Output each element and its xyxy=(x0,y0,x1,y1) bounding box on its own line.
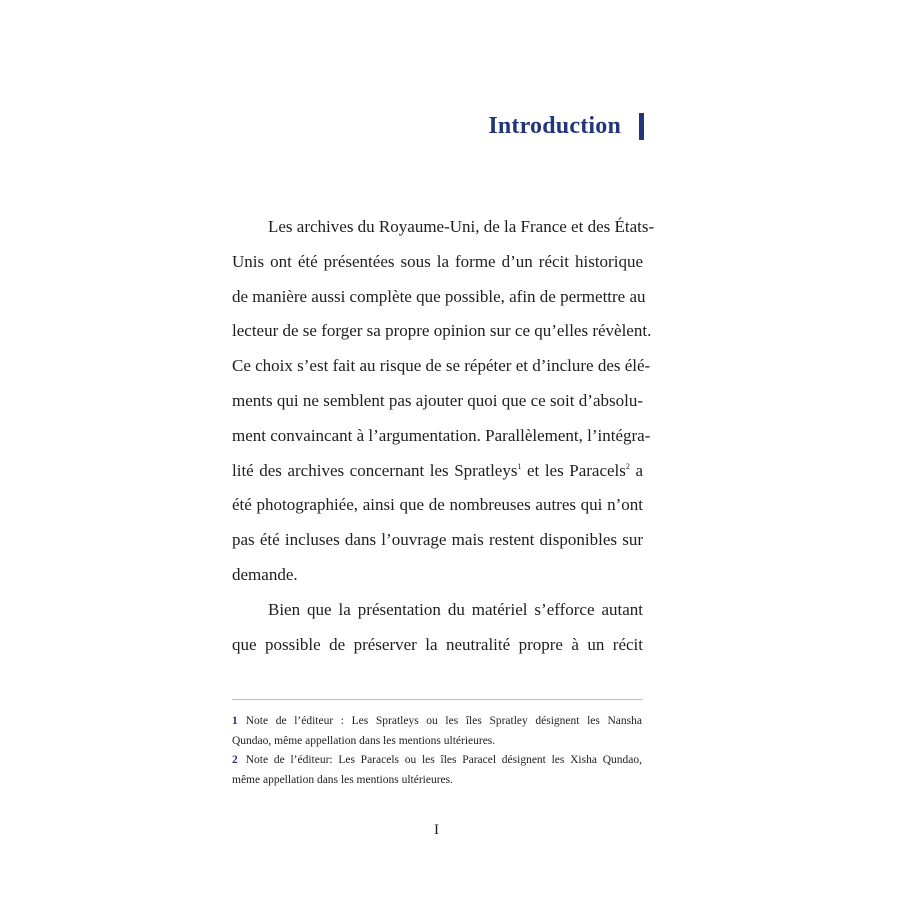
body-text xyxy=(232,210,655,662)
footnote-1 xyxy=(232,712,642,732)
chapter-title: Introduction xyxy=(488,113,621,139)
text-line: que possible de préserver la neutralité propre à un récit xyxy=(232,634,643,654)
footnote-2 xyxy=(232,751,642,771)
footnote-number: 1 xyxy=(232,715,238,727)
footnote-divider xyxy=(232,699,643,700)
text-line: lecteur de se forger sa propre opinion sur ce qu’elles révèlent. xyxy=(232,321,652,341)
text-line: Bien que la présentation du matériel s’efforce autant xyxy=(268,599,643,619)
footnote-ref-1[interactable]: 1 xyxy=(517,461,522,471)
text-line: ment convaincant à l’argumentation. Parallèlement, l’intégra- xyxy=(232,425,651,445)
text-line: Unis ont été présentées sous la forme d’un récit historique xyxy=(232,251,643,271)
chapter-heading xyxy=(488,113,644,140)
text-fragment: lité des archives concernant les Spratleys xyxy=(232,460,518,480)
text-line: été photographiée, ainsi que de nombreuses autres qui n’ont xyxy=(232,495,643,515)
footnote-1-cont: Qundao, même appellation dans les mentions ultérieures. xyxy=(232,734,496,747)
footnote-ref-2[interactable]: 2 xyxy=(625,461,630,471)
title-accent-bar xyxy=(639,113,644,140)
footnote-2-cont: même appellation dans les mentions ultérieures. xyxy=(232,773,453,786)
footnote-number: 2 xyxy=(232,754,238,766)
text-fragment: et les Paracels xyxy=(521,460,626,480)
text-line: pas été incluses dans l’ouvrage mais restent disponibles sur xyxy=(232,530,643,550)
text-line-with-footnote-refs xyxy=(232,454,643,489)
text-line: de manière aussi complète que possible, afin de permettre au xyxy=(232,286,646,306)
text-line: Ce choix s’est fait au risque de se répéter et d’inclure des élé- xyxy=(232,356,651,376)
footnote-text: Note de l’éditeur: Les Paracels ou les îles Paracel désignent les Xisha Qundao, xyxy=(245,754,642,766)
text-line: Les archives du Royaume-Uni, de la France et des États- xyxy=(268,217,655,236)
text-line: ments qui ne semblent pas ajouter quoi que ce soit d’absolu- xyxy=(232,390,643,410)
text-fragment: a xyxy=(629,460,643,480)
text-line: demande. xyxy=(232,564,298,584)
footnote-text: Note de l’éditeur : Les Spratleys ou les îles Spratley désignent les Nansha xyxy=(245,715,642,727)
footnotes xyxy=(232,712,642,790)
page-number: I xyxy=(434,822,439,838)
